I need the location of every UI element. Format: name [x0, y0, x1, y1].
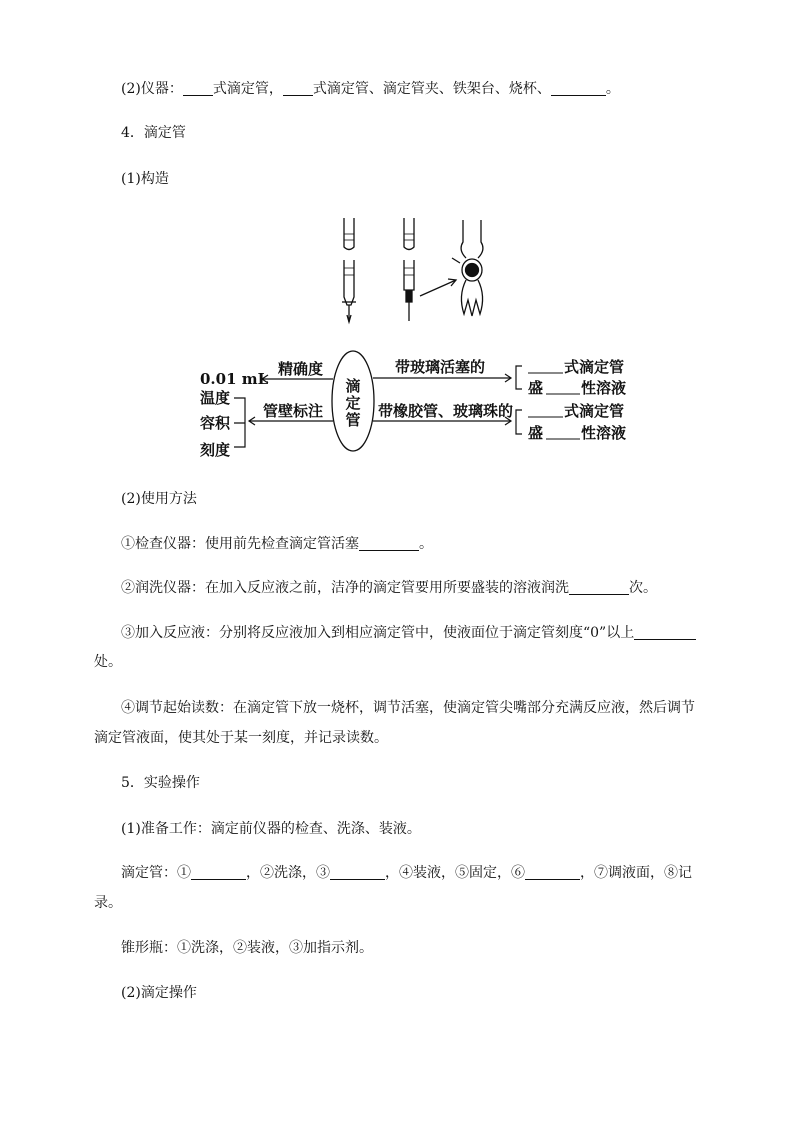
subheading-usage: (2)使用方法: [121, 491, 197, 507]
step-rinse: ②润洗仪器：在加入反应液之前，洁净的滴定管要用所要盛装的溶液润洗 次。: [121, 580, 657, 596]
step-add-line2: 处。: [94, 654, 122, 670]
instruments-label: (2)仪器：: [121, 81, 183, 97]
center-char-2: 定: [345, 394, 361, 412]
blank-step-1[interactable]: [191, 865, 246, 880]
blank-step-6[interactable]: [525, 865, 580, 880]
mark-scale: 刻度: [200, 441, 231, 459]
step-adjust-line2: 滴定管液面，使其处于某一刻度，并记录读数。: [94, 730, 388, 746]
blank-rinse-times[interactable]: [569, 580, 629, 595]
svg-text:性溶液: 性溶液: [581, 424, 627, 442]
concept-map: [200, 351, 626, 459]
detail-arrow: [420, 280, 456, 296]
glass-bead: [466, 264, 479, 277]
svg-text:式滴定管: 式滴定管: [564, 402, 625, 420]
jet-tip: [461, 280, 482, 316]
burette-structure-diagram: [0, 0, 794, 480]
burette-illustration: [342, 218, 483, 322]
center-char-3: 管: [345, 411, 361, 429]
flask-steps: 锥形瓶：①洗涤，②装液，③加指示剂。: [121, 940, 373, 956]
burette-steps-line1: 滴定管：① ，②洗涤，③ ，④装液，⑤固定，⑥ ，⑦调液面，⑧记: [121, 865, 692, 881]
svg-text:盛: 盛: [528, 424, 544, 442]
wall-label: 管壁标注: [263, 402, 324, 420]
precision-label: 精确度: [278, 360, 324, 378]
blank-check[interactable]: [359, 536, 419, 551]
precision-value: 0.01 mL: [200, 370, 269, 388]
burette-steps-line2: 录。: [94, 895, 122, 911]
mark-volume: 容积: [200, 414, 231, 432]
instruments-line: (2)仪器： 式滴定管， 式滴定管、滴定管夹、铁架台、烧杯、 。: [121, 81, 620, 97]
section-heading-burette: 4．滴定管: [121, 125, 186, 141]
subheading-titration: (2)滴定操作: [121, 985, 197, 1001]
blank-step-3[interactable]: [330, 865, 385, 880]
svg-text:盛: 盛: [528, 379, 544, 397]
acid-burette-bottom: [344, 260, 354, 305]
blank-add-position[interactable]: [634, 625, 696, 640]
mark-temperature: 温度: [200, 389, 231, 407]
rubber-tube: [406, 290, 412, 302]
svg-text:性溶液: 性溶液: [581, 379, 627, 397]
rubber-tube-label: 带橡胶管、玻璃珠的: [378, 402, 514, 420]
marks-bracket: [234, 398, 245, 447]
step-add-line1: ③加入反应液：分别将反应液加入到相应滴定管中，使液面位于滴定管刻度“0”以上: [121, 624, 696, 642]
step-adjust-line1: ④调节起始读数：在滴定管下放一烧杯，调节活塞，使滴定管尖嘴部分充满反应液，然后调节: [121, 700, 695, 716]
svg-text:式滴定管: 式滴定管: [564, 358, 625, 376]
subheading-structure: (1)构造: [121, 171, 169, 187]
subheading-prep: (1)准备工作：滴定前仪器的检查、洗涤、装液。: [121, 821, 421, 837]
glass-stopcock-label: 带玻璃活塞的: [395, 358, 486, 376]
center-char-1: 滴: [345, 377, 361, 395]
step-check: ①检查仪器：使用前先检查滴定管活塞 。: [121, 536, 433, 552]
section-heading-operation: 5．实验操作: [121, 775, 200, 791]
